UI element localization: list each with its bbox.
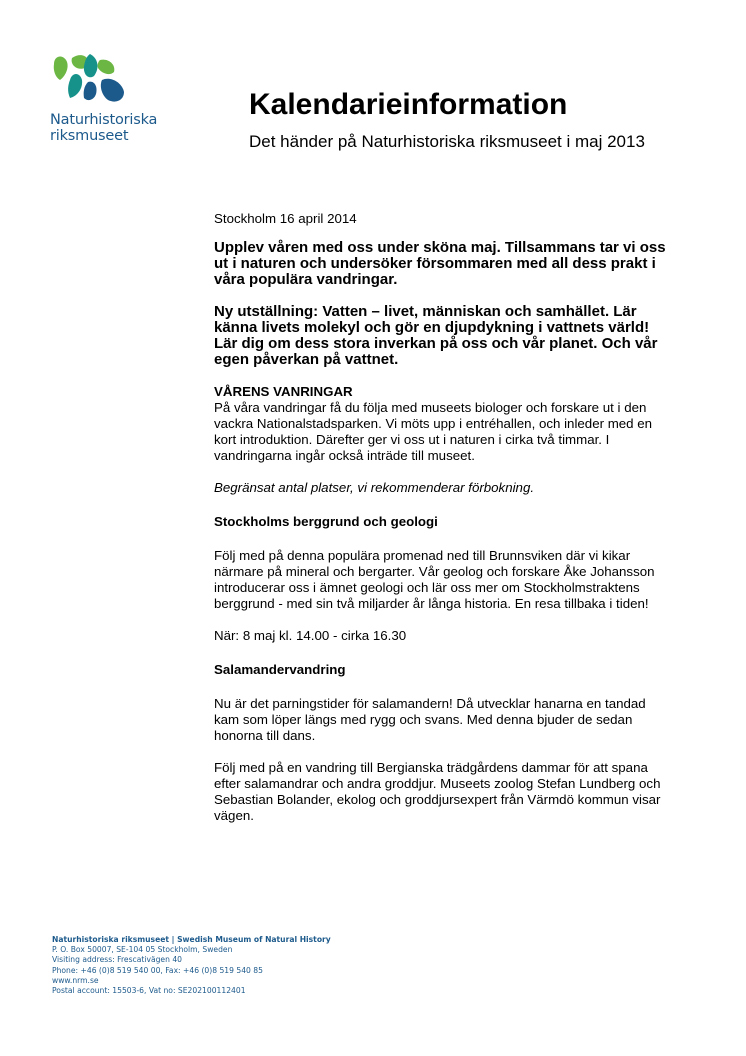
lead-paragraph-2: Ny utställning: Vatten – livet, människan och samhället. Lär känna livets molekyl och gör en djupdykning i vattnets värld! Lär dig om dess stora inverkan på oss och vår planet. Och vår egen påverkan på vattnet. [214,303,658,368]
footer-postal-account: Postal account: 15503-6, Vat no: SE202100112401 [52,986,246,996]
section-paragraph-spring-walks: På våra vandringar få du följa med museets biologer och forskare ut i den vackra Nationalstadsparken. Vi möts upp i entréhallen, och inleder med en kort introduktion. Därefter ger vi oss ut i naturen i cirka två timmar. I vandringarna ingår också inträde till museet. [214,400,653,463]
logo-name-line1: Naturhistoriska [50,112,158,128]
footer [52,935,331,996]
museum-logo [50,50,160,144]
document-title: Kalendarieinformation [249,88,568,121]
section-heading-spring-walks: VÅRENS VANRINGAR [214,384,353,399]
footer-phone: Phone: +46 (0)8 519 540 00, Fax: +46 (0)8 519 540 85 [52,965,263,975]
event-heading-salamander: Salamandervandring [214,662,346,677]
footer-visiting-address: Visiting address: Frescativägen 40 [52,955,182,965]
event-time-geology: När: 8 maj kl. 14.00 - cirka 16.30 [214,628,407,643]
event-paragraph-salamander-1: Nu är det parningstider för salamandern! Då utvecklar hanarna en tandad kam som löper längs med rygg och svans. Med denna bjuder de sedan honorna till dans. [214,696,646,743]
logo-mark-icon [50,50,128,106]
footer-organization: Naturhistoriska riksmuseet | Swedish Museum of Natural History [52,935,331,944]
footer-website: www.nrm.se [52,975,99,985]
event-paragraph-salamander-2: Följ med på en vandring till Bergianska trädgårdens dammar för att spana efter salamandrar och andra groddjur. Museets zoolog Stefan Lundberg och Sebastian Bolander, ekolog och groddjursexpert från Värmdö kommun visar vägen. [214,760,661,823]
booking-note: Begränsat antal platser, vi rekommenderar förbokning. [214,480,535,495]
document-subtitle: Det händer på Naturhistoriska riksmuseet i maj 2013 [249,132,645,151]
event-heading-geology: Stockholms berggrund och geologi [214,514,438,529]
logo-name-line2: riksmuseet [50,128,129,144]
lead-paragraph-1: Upplev våren med oss under sköna maj. Tillsammans tar vi oss ut i naturen och undersöker försommaren med all dess prakt i våra populära vandringar. [214,239,666,288]
footer-address: P. O. Box 50007, SE-104 05 Stockholm, Sweden [52,945,233,955]
event-paragraph-geology: Följ med på denna populära promenad ned till Brunnsviken där vi kikar närmare på mineral och bergarter. Vår geolog och forskare Åke Johansson introducerar oss i ämnet geologi och lär oss mer om Stockholmstraktens berggrund - med sin två miljarder år långa historia. En resa tillbaka i tiden! [214,548,655,611]
dateline: Stockholm 16 april 2014 [214,211,357,226]
document-body [214,211,674,824]
